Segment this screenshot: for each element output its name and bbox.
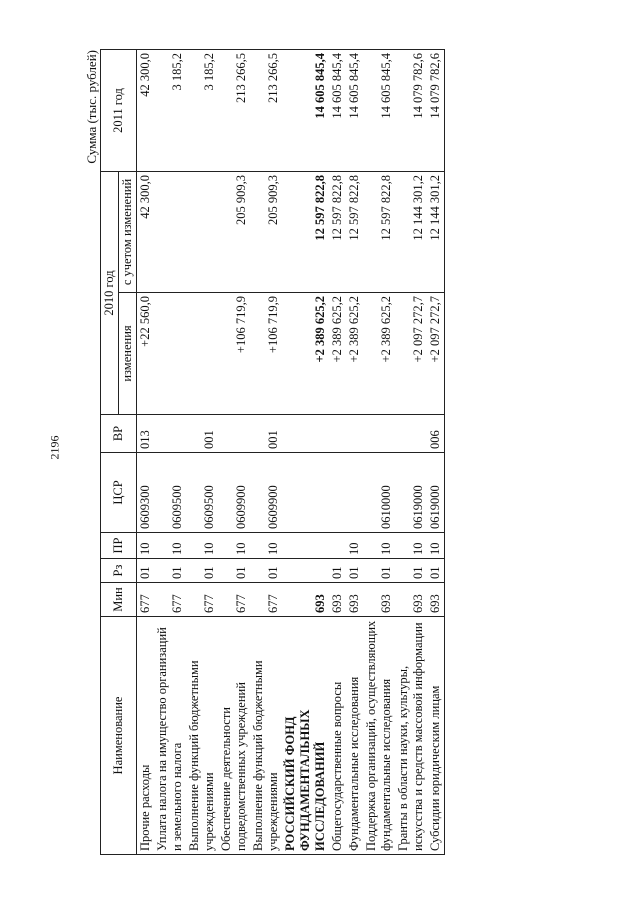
cell-min: 677 xyxy=(154,583,186,617)
cell-with-changes: 42 300,0 xyxy=(137,171,155,292)
cell-rz: 01 xyxy=(154,559,186,583)
cell-with-changes: 12 597 822,8 xyxy=(363,171,395,292)
table-row xyxy=(137,49,155,854)
rotated-page-content xyxy=(84,45,574,855)
cell-2011: 3 185,2 xyxy=(154,49,186,171)
cell-changes: +106 719,9 xyxy=(250,293,282,415)
cell-vr xyxy=(346,415,363,453)
cell-pr: 10 xyxy=(137,533,155,559)
cell-pr: 10 xyxy=(218,533,250,559)
cell-with-changes xyxy=(186,171,218,292)
cell-rz: 01 xyxy=(363,559,395,583)
cell-changes: +2 389 625,2 xyxy=(363,293,395,415)
table-row xyxy=(427,49,445,854)
cell-csr: 0610000 xyxy=(363,453,395,533)
cell-vr xyxy=(282,415,329,453)
cell-2011: 213 266,5 xyxy=(250,49,282,171)
header-vr: ВР xyxy=(101,415,137,453)
cell-pr: 10 xyxy=(427,533,445,559)
cell-with-changes: 12 597 822,8 xyxy=(282,171,329,292)
cell-min: 693 xyxy=(363,583,395,617)
header-row-1 xyxy=(101,49,119,854)
header-year-2010: 2010 год xyxy=(101,171,119,414)
cell-name: Уплата налога на имущество организаций и земельного налога xyxy=(154,617,186,855)
cell-pr: 10 xyxy=(395,533,427,559)
cell-changes: +106 719,9 xyxy=(218,293,250,415)
cell-min: 693 xyxy=(427,583,445,617)
cell-rz xyxy=(282,559,329,583)
cell-csr: 0609900 xyxy=(250,453,282,533)
table-row xyxy=(282,49,329,854)
table-body xyxy=(137,49,445,854)
cell-changes: +22 560,0 xyxy=(137,293,155,415)
cell-csr: 0619000 xyxy=(427,453,445,533)
cell-changes xyxy=(154,293,186,415)
page-number: 2196 xyxy=(47,435,62,460)
header-csr: ЦСР xyxy=(101,453,137,533)
cell-rz: 01 xyxy=(137,559,155,583)
cell-changes: +2 097 272,7 xyxy=(427,293,445,415)
cell-csr: 0609500 xyxy=(154,453,186,533)
header-pr: ПР xyxy=(101,533,137,559)
cell-with-changes: 205 909,3 xyxy=(218,171,250,292)
cell-with-changes: 12 144 301,2 xyxy=(427,171,445,292)
header-rz: Рз xyxy=(101,559,137,583)
cell-name: Выполнение функций бюджетными учреждениями xyxy=(250,617,282,855)
table-row xyxy=(346,49,363,854)
cell-min: 693 xyxy=(329,583,346,617)
header-changes: изменения xyxy=(119,293,137,415)
cell-pr: 10 xyxy=(346,533,363,559)
cell-rz: 01 xyxy=(395,559,427,583)
cell-vr xyxy=(395,415,427,453)
cell-rz: 01 xyxy=(346,559,363,583)
cell-2011: 14 079 782,6 xyxy=(427,49,445,171)
cell-2011: 14 079 782,6 xyxy=(395,49,427,171)
cell-vr xyxy=(363,415,395,453)
cell-2011: 14 605 845,4 xyxy=(346,49,363,171)
cell-min: 693 xyxy=(346,583,363,617)
cell-2011: 213 266,5 xyxy=(218,49,250,171)
cell-pr: 10 xyxy=(250,533,282,559)
cell-with-changes: 12 144 301,2 xyxy=(395,171,427,292)
cell-2011: 3 185,2 xyxy=(186,49,218,171)
table-row xyxy=(250,49,282,854)
cell-rz: 01 xyxy=(250,559,282,583)
cell-rz: 01 xyxy=(427,559,445,583)
cell-csr: 0609300 xyxy=(137,453,155,533)
cell-name: Фундаментальные исследования xyxy=(346,617,363,855)
cell-pr: 10 xyxy=(363,533,395,559)
cell-changes: +2 389 625,2 xyxy=(346,293,363,415)
cell-min: 677 xyxy=(250,583,282,617)
cell-csr xyxy=(346,453,363,533)
cell-2011: 14 605 845,4 xyxy=(363,49,395,171)
cell-name: Субсидии юридическим лицам xyxy=(427,617,445,855)
cell-vr: 001 xyxy=(250,415,282,453)
cell-name: Гранты в области науки, культуры, искусства и средств массовой информации xyxy=(395,617,427,855)
cell-vr xyxy=(218,415,250,453)
cell-with-changes xyxy=(154,171,186,292)
header-min: Мин xyxy=(101,583,137,617)
cell-with-changes: 205 909,3 xyxy=(250,171,282,292)
cell-csr: 0609900 xyxy=(218,453,250,533)
units-caption: Сумма (тыс. рублей) xyxy=(84,50,99,164)
cell-csr: 0609500 xyxy=(186,453,218,533)
cell-changes: +2 389 625,2 xyxy=(329,293,346,415)
cell-pr: 10 xyxy=(186,533,218,559)
cell-min: 677 xyxy=(186,583,218,617)
cell-changes: +2 389 625,2 xyxy=(282,293,329,415)
header-with-changes: с учетом изменений xyxy=(119,171,137,292)
cell-name: Обеспечение деятельности подведомственных учреждений xyxy=(218,617,250,855)
cell-pr: 10 xyxy=(154,533,186,559)
cell-pr xyxy=(282,533,329,559)
cell-csr: 0619000 xyxy=(395,453,427,533)
cell-vr xyxy=(329,415,346,453)
cell-2011: 42 300,0 xyxy=(137,49,155,171)
cell-changes xyxy=(186,293,218,415)
header-year-2011: 2011 год xyxy=(101,49,137,171)
cell-2011: 14 605 845,4 xyxy=(329,49,346,171)
cell-vr: 013 xyxy=(137,415,155,453)
table-row xyxy=(329,49,346,854)
cell-name: Прочие расходы xyxy=(137,617,155,855)
cell-name: РОССИЙСКИЙ ФОНД ФУНДАМЕНТАЛЬНЫХ ИССЛЕДОВАНИЙ xyxy=(282,617,329,855)
table-row xyxy=(218,49,250,854)
cell-pr xyxy=(329,533,346,559)
cell-rz: 01 xyxy=(218,559,250,583)
cell-csr xyxy=(329,453,346,533)
cell-rz: 01 xyxy=(329,559,346,583)
cell-min: 677 xyxy=(137,583,155,617)
cell-with-changes: 12 597 822,8 xyxy=(329,171,346,292)
cell-name: Общегосударственные вопросы xyxy=(329,617,346,855)
budget-table xyxy=(100,49,445,855)
cell-csr xyxy=(282,453,329,533)
cell-min: 693 xyxy=(395,583,427,617)
cell-name: Выполнение функций бюджетными учреждениями xyxy=(186,617,218,855)
cell-with-changes: 12 597 822,8 xyxy=(346,171,363,292)
cell-min: 677 xyxy=(218,583,250,617)
cell-rz: 01 xyxy=(186,559,218,583)
cell-vr: 006 xyxy=(427,415,445,453)
cell-vr: 001 xyxy=(186,415,218,453)
cell-min: 693 xyxy=(282,583,329,617)
cell-changes: +2 097 272,7 xyxy=(395,293,427,415)
header-name: Наименование xyxy=(101,617,137,855)
cell-name: Поддержка организаций, осуществляющих фундаментальные исследования xyxy=(363,617,395,855)
cell-vr xyxy=(154,415,186,453)
cell-2011: 14 605 845,4 xyxy=(282,49,329,171)
table-row xyxy=(186,49,218,854)
table-row xyxy=(154,49,186,854)
table-row xyxy=(363,49,395,854)
table-row xyxy=(395,49,427,854)
